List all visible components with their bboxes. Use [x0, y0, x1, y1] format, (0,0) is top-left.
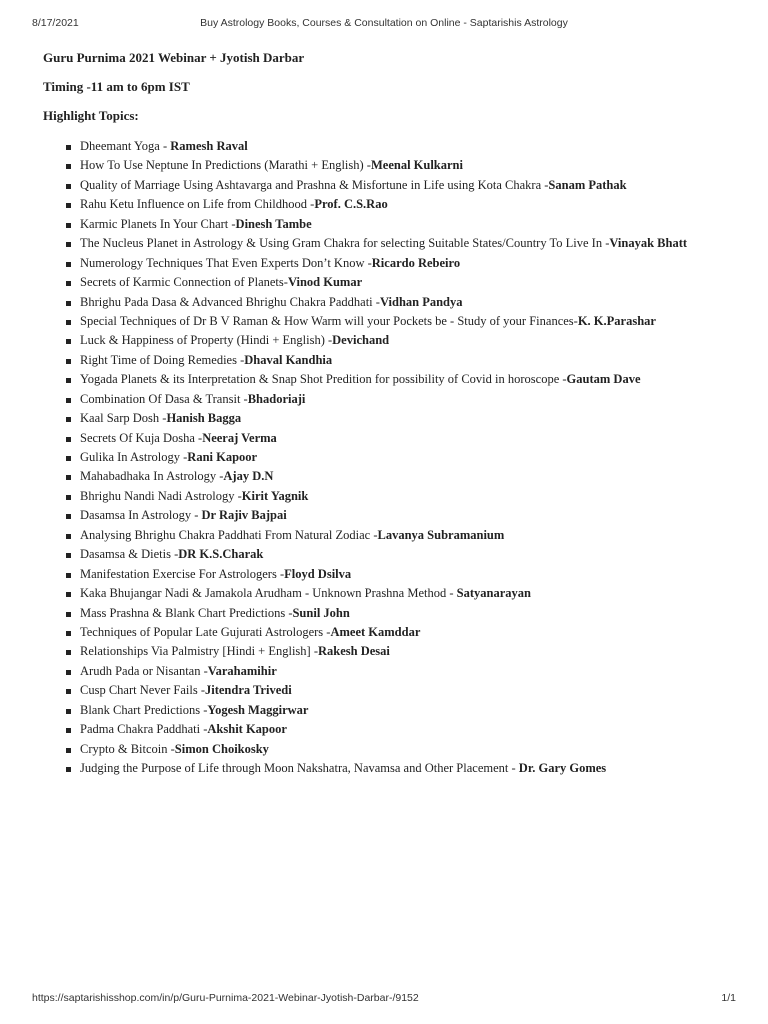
topic-item [43, 604, 743, 623]
topic-list [43, 137, 743, 778]
topic-title: Special Techniques of Dr B V Raman & How Warm will your Pockets be - Study of your Finances- [80, 313, 578, 328]
topic-speaker: Yogesh Maggirwar [207, 702, 309, 717]
topic-speaker: Devichand [332, 333, 390, 348]
topic-speaker: Varahamihir [207, 663, 277, 678]
square-bullet-icon [66, 359, 71, 364]
square-bullet-icon [66, 475, 71, 480]
topic-item [43, 254, 743, 273]
square-bullet-icon [66, 281, 71, 286]
square-bullet-icon [66, 748, 71, 753]
topic-item [43, 565, 743, 584]
topic-title: Quality of Marriage Using Ashtavarga and Prashna & Misfortune in Life using Kota Chakra - [80, 177, 549, 192]
topic-title: How To Use Neptune In Predictions (Marathi + English) - [80, 158, 371, 173]
square-bullet-icon [66, 223, 71, 228]
topic-item [43, 195, 743, 214]
square-bullet-icon [66, 534, 71, 539]
square-bullet-icon [66, 456, 71, 461]
topic-speaker: Sunil John [292, 605, 350, 620]
topic-speaker: Bhadoriaji [247, 391, 306, 406]
topic-speaker: Dinesh Tambe [235, 216, 312, 231]
square-bullet-icon [66, 592, 71, 597]
topic-item [43, 701, 743, 720]
topic-speaker: DR K.S.Charak [178, 547, 264, 562]
topic-title: Karmic Planets In Your Chart - [80, 216, 236, 231]
topics-heading: Highlight Topics: [43, 108, 139, 123]
square-bullet-icon [66, 145, 71, 150]
topic-speaker: Simon Choikosky [174, 741, 269, 756]
topic-item [43, 506, 743, 525]
topic-item [43, 545, 743, 564]
topic-speaker: Dr Rajiv Bajpai [201, 508, 287, 523]
square-bullet-icon [66, 670, 71, 675]
event-timing: Timing -11 am to 6pm IST [43, 79, 190, 94]
square-bullet-icon [66, 184, 71, 189]
topic-item [43, 526, 743, 545]
topic-title: Arudh Pada or Nisantan - [80, 663, 208, 678]
topic-speaker: Ameet Kamddar [330, 624, 421, 639]
topic-title: Combination Of Dasa & Transit - [80, 391, 248, 406]
topic-title: Right Time of Doing Remedies - [80, 352, 245, 367]
topic-speaker: Satyanarayan [456, 586, 531, 601]
topic-speaker: Dr. Gary Gomes [518, 761, 607, 775]
topic-item [43, 448, 743, 467]
topic-speaker: Ramesh Raval [170, 139, 248, 153]
article-content [43, 48, 743, 778]
topic-item [43, 156, 743, 175]
topic-title: Relationships Via Palmistry [Hindi + English] - [80, 644, 319, 659]
square-bullet-icon [66, 631, 71, 636]
topic-speaker: Rani Kapoor [187, 450, 258, 464]
square-bullet-icon [66, 203, 71, 208]
topic-title: Analysing Bhrighu Chakra Paddhati From Natural Zodiac - [80, 527, 378, 542]
square-bullet-icon [66, 495, 71, 500]
print-footer [0, 992, 768, 1006]
square-bullet-icon [66, 514, 71, 519]
topic-speaker: Sanam Pathak [548, 177, 627, 192]
topic-title: Padma Chakra Paddhati - [80, 722, 208, 737]
print-date: 8/17/2021 [32, 17, 79, 29]
topic-speaker: Dhaval Kandhia [244, 352, 333, 367]
topic-item [43, 293, 743, 312]
topic-speaker: Ricardo Rebeiro [371, 255, 461, 270]
topic-title: Blank Chart Predictions - [80, 702, 208, 717]
square-bullet-icon [66, 553, 71, 558]
topic-item [43, 273, 743, 292]
topic-title: Dasamsa In Astrology - [80, 508, 202, 523]
topic-speaker: Meenal Kulkarni [370, 158, 463, 173]
topic-item [43, 720, 743, 739]
topic-title: Dheemant Yoga - [80, 139, 171, 153]
square-bullet-icon [66, 709, 71, 714]
topic-speaker: Kirit Yagnik [241, 488, 309, 503]
topic-title: Cusp Chart Never Fails - [80, 683, 205, 698]
topic-speaker: Vidhan Pandya [379, 294, 463, 309]
print-header [0, 17, 768, 31]
topic-title: Crypto & Bitcoin - [80, 741, 175, 756]
topic-title: Rahu Ketu Influence on Life from Childhood - [80, 197, 315, 212]
square-bullet-icon [66, 573, 71, 578]
topic-title: Kaka Bhujangar Nadi & Jamakola Arudham - Unknown Prashna Method - [80, 586, 457, 601]
topic-speaker: Rakesh Desai [318, 644, 390, 659]
square-bullet-icon [66, 262, 71, 267]
topic-speaker: Hanish Bagga [166, 411, 242, 426]
square-bullet-icon [66, 437, 71, 442]
topic-item [43, 429, 743, 448]
topic-speaker: Gautam Dave [566, 372, 641, 387]
topic-item [43, 662, 743, 681]
topic-item [43, 215, 743, 234]
topic-item [43, 487, 743, 506]
topic-item [43, 759, 743, 778]
topic-title: Kaal Sarp Dosh - [80, 411, 167, 426]
topic-speaker: Vinod Kumar [287, 275, 363, 290]
square-bullet-icon [66, 650, 71, 655]
square-bullet-icon [66, 164, 71, 169]
square-bullet-icon [66, 242, 71, 247]
topic-title: Luck & Happiness of Property (Hindi + English) - [80, 333, 333, 348]
square-bullet-icon [66, 339, 71, 344]
topic-title: Manifestation Exercise For Astrologers - [80, 566, 285, 581]
topic-title: Secrets Of Kuja Dosha - [80, 430, 203, 445]
topic-item [43, 467, 743, 486]
square-bullet-icon [66, 417, 71, 422]
topic-title: Mahabadhaka In Astrology - [80, 469, 224, 484]
topic-speaker: Prof. C.S.Rao [314, 197, 388, 212]
topic-title: Gulika In Astrology - [80, 450, 188, 464]
topic-title: Judging the Purpose of Life through Moon Nakshatra, Navamsa and Other Placement - [80, 761, 519, 775]
topic-item [43, 681, 743, 700]
topic-item [43, 234, 743, 253]
square-bullet-icon [66, 398, 71, 403]
topic-item [43, 176, 743, 195]
topic-title: The Nucleus Planet in Astrology & Using Gram Chakra for selecting Suitable States/Country To Live In - [80, 236, 610, 251]
topic-speaker: Vinayak Bhatt [609, 236, 688, 251]
topic-item [43, 623, 743, 642]
topic-title: Bhrighu Nandi Nadi Astrology - [80, 488, 242, 503]
topic-title: Techniques of Popular Late Gujurati Astrologers - [80, 624, 331, 639]
topic-speaker: Neeraj Verma [202, 430, 277, 445]
square-bullet-icon [66, 767, 71, 772]
topic-title: Dasamsa & Dietis - [80, 547, 179, 562]
topic-title: Bhrighu Pada Dasa & Advanced Bhrighu Chakra Paddhati - [80, 294, 380, 309]
square-bullet-icon [66, 728, 71, 733]
topic-item [43, 351, 743, 370]
topic-speaker: Jitendra Trivedi [204, 683, 292, 698]
print-page-title: Buy Astrology Books, Courses & Consultation on Online - Saptarishis Astrology [200, 17, 568, 29]
topic-title: Yogada Planets & its Interpretation & Snap Shot Predition for possibility of Covid in horoscope - [80, 372, 567, 387]
square-bullet-icon [66, 689, 71, 694]
square-bullet-icon [66, 378, 71, 383]
topic-speaker: Floyd Dsilva [284, 566, 352, 581]
topic-item [43, 409, 743, 428]
page-url: https://saptarishisshop.com/in/p/Guru-Purnima-2021-Webinar-Jyotish-Darbar-/9152 [32, 992, 419, 1004]
square-bullet-icon [66, 320, 71, 325]
square-bullet-icon [66, 612, 71, 617]
topic-item [43, 370, 743, 389]
topic-item [43, 331, 743, 350]
topic-title: Numerology Techniques That Even Experts Don’t Know - [80, 255, 372, 270]
topic-speaker: Lavanya Subramanium [377, 527, 505, 542]
square-bullet-icon [66, 301, 71, 306]
topic-speaker: Ajay D.N [223, 469, 274, 484]
topic-speaker: Akshit Kapoor [207, 722, 287, 737]
topic-item [43, 390, 743, 409]
topic-item [43, 740, 743, 759]
topic-title: Mass Prashna & Blank Chart Predictions - [80, 605, 293, 620]
article-title: Guru Purnima 2021 Webinar + Jyotish Darbar [43, 50, 305, 65]
topic-item [43, 584, 743, 603]
topic-title: Secrets of Karmic Connection of Planets- [80, 275, 288, 290]
topic-item [43, 137, 743, 156]
topic-item [43, 642, 743, 661]
page-number: 1/1 [721, 992, 736, 1004]
topic-speaker: K. K.Parashar [577, 313, 656, 328]
topic-item [43, 312, 743, 331]
